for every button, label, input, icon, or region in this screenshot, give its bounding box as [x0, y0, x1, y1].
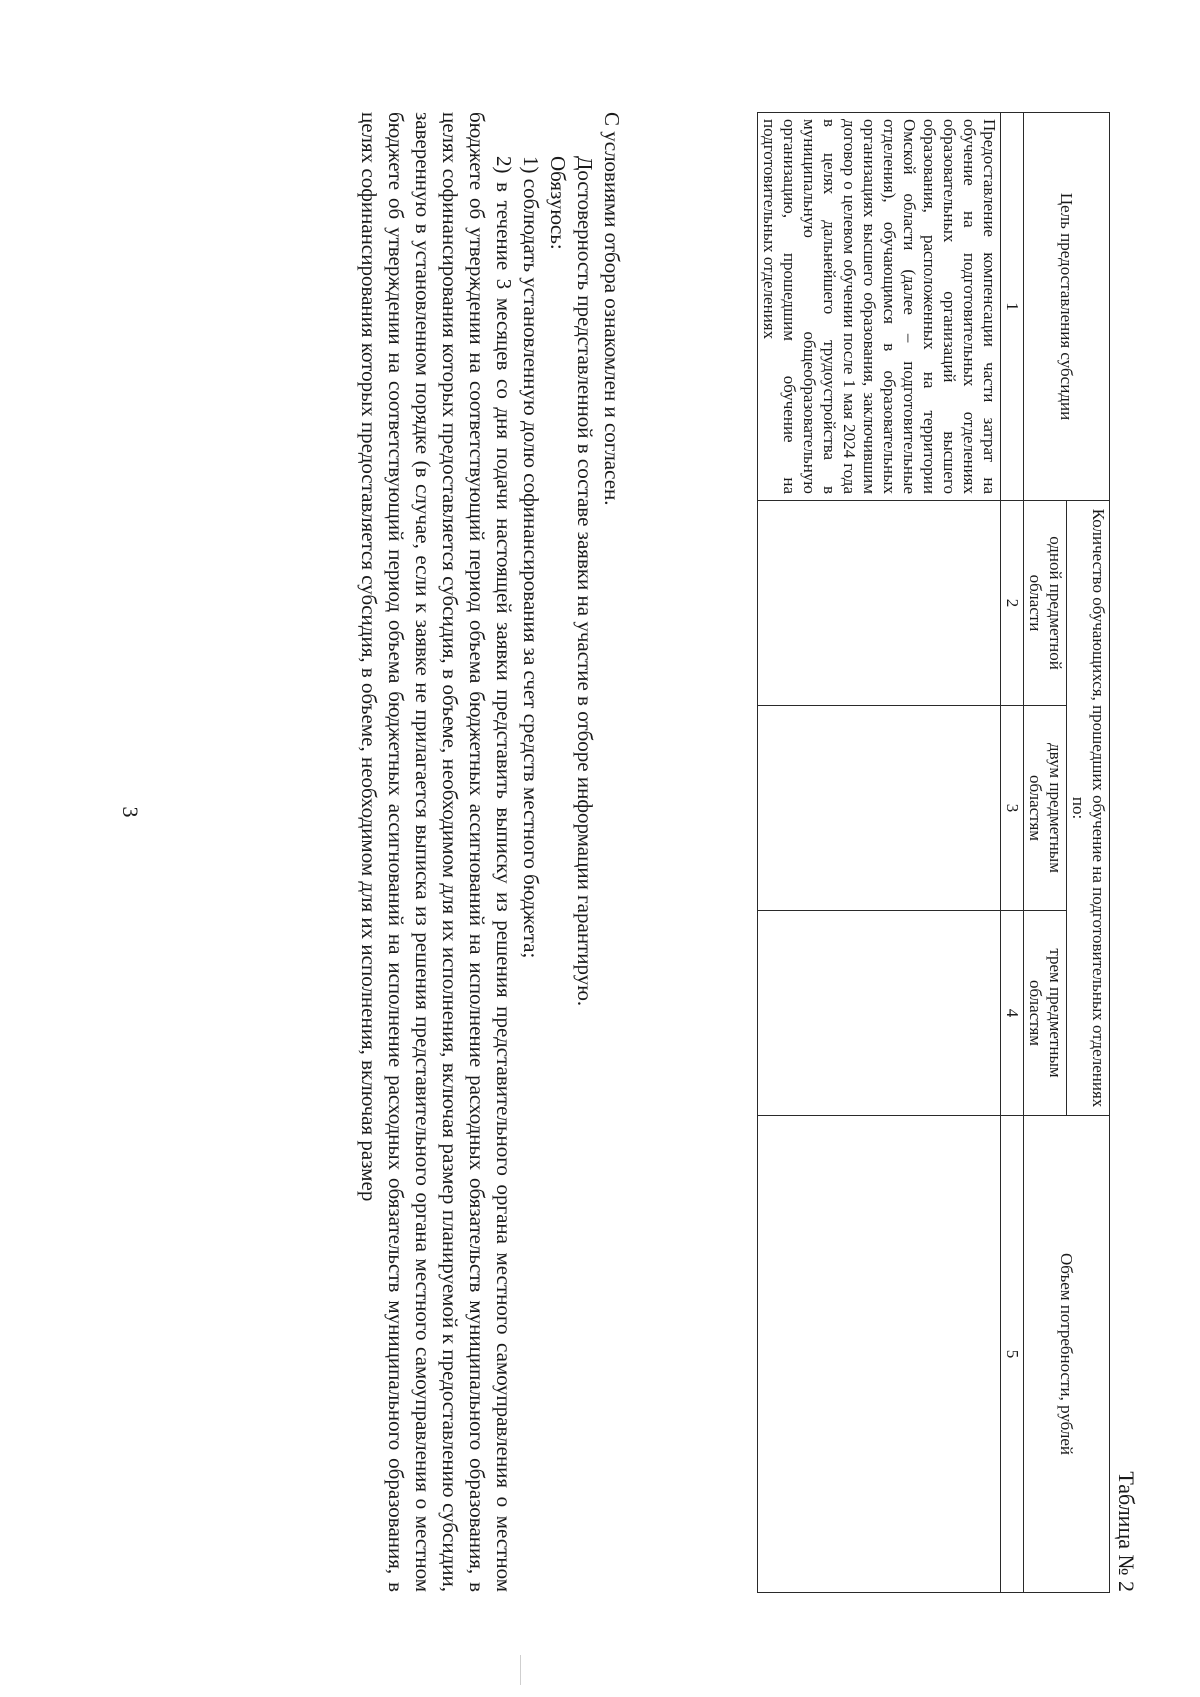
column-number: 4	[1001, 911, 1024, 1116]
goal-cell: Предоставление компенсации части затрат на обучение на подготовительных отделениях образовательных организаций высшего образования, расположенных на территории Омской области (далее – подготовительные отделения), обучающимся в образовательных организациях высшего образования, заключившим договор о целевом обучении после 1 мая 2024 года в целях дальнейшего трудоустройства в муниципальную общеобразовательную организацию, прошедшим обучение на подготовительных отделениях	[758, 113, 1001, 501]
two-subjects-cell	[758, 706, 1001, 911]
scan-mark	[520, 1655, 521, 1685]
header-one-subject: одной предметной области	[1024, 501, 1067, 706]
column-number-row	[1001, 113, 1024, 1593]
column-number: 5	[1001, 1116, 1024, 1593]
paragraph-reliability: Достоверность представленной в составе заявки на участие в отборе информации гарантирую.	[573, 156, 597, 1007]
header-students-group: Количество обучающихся, прошедших обучение на подготовительных отделениях по:	[1067, 501, 1110, 1116]
rotated-document-content	[118, 32, 1150, 1592]
header-three-subjects: трем предметным областям	[1024, 911, 1067, 1116]
table-title: Таблица № 2	[1114, 1471, 1139, 1592]
table-row	[758, 113, 1001, 1593]
column-number: 3	[1001, 706, 1024, 911]
paragraph-conditions: С условиями отбора ознакомлен и согласен.	[600, 112, 624, 506]
body-text	[355, 112, 625, 1592]
page-number: 3	[118, 806, 143, 818]
header-volume: Объем потребности, рублей	[1024, 1116, 1110, 1593]
column-number: 1	[1001, 113, 1024, 501]
three-subjects-cell	[758, 911, 1001, 1116]
one-subject-cell	[758, 501, 1001, 706]
header-two-subjects: двум предметным областям	[1024, 706, 1067, 911]
paragraph-item-1: 1) соблюдать установленную долю софинансирования за счет средств местного бюджета;	[519, 156, 543, 959]
table-header-row	[1067, 113, 1110, 1593]
volume-cell	[758, 1116, 1001, 1593]
paragraph-obligations: Обязуюсь:	[546, 156, 570, 250]
subsidy-table	[757, 112, 1110, 1593]
column-number: 2	[1001, 501, 1024, 706]
paragraph-item-2: 2) в течение 3 месяцев со дня подачи настоящей заявки представить выписку из решения представительного органа местного самоуправления о местном бюджете об утверждении на соответствующий период объема бюджетных ассигнований на исполнение расходных обязательств муниципального образования, в целях софинансирования которых предоставляется субсидия, в объеме, необходимом для их исполнения, включая размер планируемой к предоставлению субсидии, заверенную в установленном порядке (в случае, если к заявке не прилагается выписка из решения представительного органа местного самоуправления о местном бюджете об утверждении на соответствующий период объема бюджетных ассигнований на исполнение расходных обязательств муниципального образования, в целях софинансирования которых предоставляется субсидия, в объеме, необходимом для их исполнения, включая размер	[357, 112, 516, 1592]
header-goal: Цель предоставления субсидии	[1024, 113, 1110, 501]
